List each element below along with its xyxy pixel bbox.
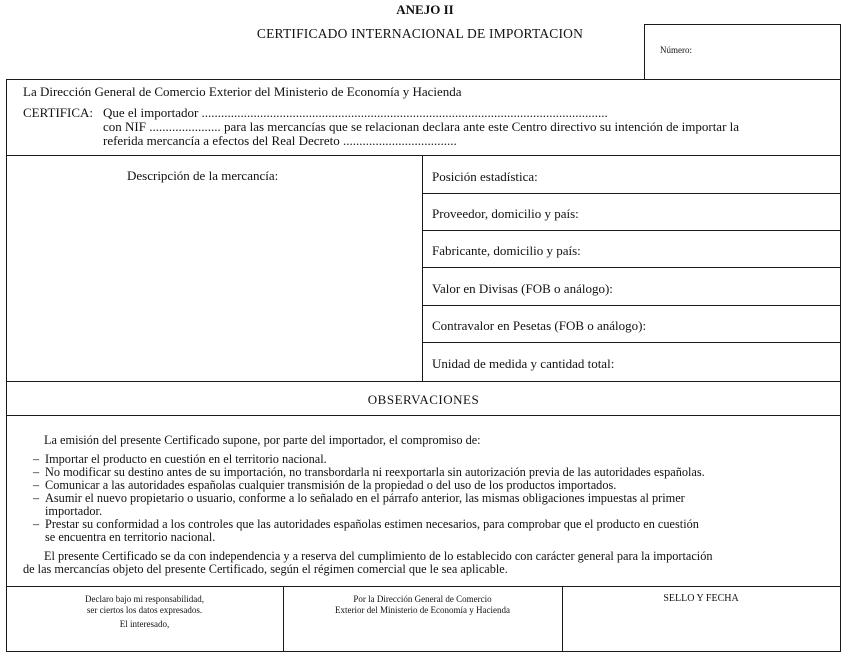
field-statistical-position: Posición estadística:	[432, 169, 538, 184]
field-rule-5	[422, 342, 841, 343]
certify-importer-line: Que el importador .............................................................................................................................	[103, 105, 608, 120]
certify-decree-line: referida mercancía a efectos del Real Decreto ...................................	[103, 133, 457, 148]
frame-top	[6, 79, 841, 80]
goods-divider	[422, 155, 423, 381]
observations-closing-line2: de las mercancías objeto del presente Certificado, según el régimen comercial que le sea aplicable.	[23, 562, 508, 576]
field-manufacturer: Fabricante, domicilio y país:	[432, 243, 581, 258]
certify-nif-line: con NIF ...................... para las mercancías que se relacionan declara ante este Centro directivo su intención de importar la	[103, 119, 740, 134]
number-box-right	[840, 24, 841, 80]
annex-title: ANEJO II	[396, 2, 454, 17]
goods-top-rule	[6, 155, 841, 156]
observation-text: No modificar su destino antes de su importación, no transbordarla ni reexportarla sin autorización previa de las autoridades españolas.	[45, 465, 705, 479]
footer-top-rule	[6, 586, 841, 587]
dash-bullet: –	[33, 491, 40, 505]
field-supplier: Proveedor, domicilio y país:	[432, 206, 579, 221]
authority-line1: Por la Dirección General de Comercio	[353, 594, 492, 604]
authority-line2: Exterior del Ministerio de Economía y Hacienda	[335, 605, 510, 615]
footer-declaration	[6, 594, 283, 630]
field-peseta-value: Contravalor en Pesetas (FOB o análogo):	[432, 318, 647, 333]
field-currency-value: Valor en Divisas (FOB o análogo):	[432, 281, 613, 296]
dash-bullet: –	[33, 452, 40, 466]
certify-authority: La Dirección General de Comercio Exterior del Ministerio de Economía y Hacienda	[23, 84, 462, 99]
observations-heading: OBSERVACIONES	[367, 392, 480, 407]
dash-bullet: –	[33, 465, 40, 479]
frame-bottom	[6, 651, 841, 652]
declaration-line3: El interesado,	[119, 619, 170, 629]
observation-item	[33, 518, 833, 544]
number-label: Número:	[660, 45, 692, 55]
footer-authority	[283, 594, 562, 616]
certify-label: CERTIFICA:	[23, 105, 94, 120]
dash-bullet: –	[33, 478, 40, 492]
field-rule-1	[422, 193, 841, 194]
observation-text-continued: importador.	[45, 504, 103, 518]
observations-top-rule	[6, 381, 841, 382]
field-rule-3	[422, 267, 841, 268]
observations-list	[33, 453, 833, 544]
observations-heading-rule	[6, 415, 841, 416]
observation-text: Importar el producto en cuestión en el territorio nacional.	[45, 452, 327, 466]
frame-left	[6, 79, 7, 652]
number-box-top	[644, 24, 841, 25]
field-unit-quantity: Unidad de medida y cantidad total:	[432, 356, 615, 371]
frame-right	[840, 79, 841, 652]
declaration-line2: ser ciertos los datos expresados.	[86, 605, 203, 615]
observation-item	[33, 492, 833, 518]
observation-text: Prestar su conformidad a los controles que las autoridades españolas estimen necesarios, para comprobar que el producto en cuestión	[45, 517, 699, 531]
observation-text: Comunicar a las autoridades españolas cualquier transmisión de la propiedad o del uso de los productos importados.	[45, 478, 617, 492]
observation-text-continued: se encuentra en territorio nacional.	[45, 530, 216, 544]
observations-closing-line1: El presente Certificado se da con independencia y a reserva del cumplimiento de lo establecido con carácter general para la importación	[44, 549, 713, 563]
observation-text: Asumir el nuevo propietario o usuario, conforme a lo señalado en el párrafo anterior, las mismas obligaciones impuestas al primer	[45, 491, 685, 505]
field-rule-2	[422, 230, 841, 231]
dash-bullet: –	[33, 517, 40, 531]
certificate-title: CERTIFICADO INTERNACIONAL DE IMPORTACION	[256, 26, 584, 41]
number-box-left	[644, 24, 645, 80]
field-rule-4	[422, 305, 841, 306]
declaration-line1: Declaro bajo mi responsabilidad,	[85, 594, 204, 604]
footer-seal-date: SELLO Y FECHA	[663, 593, 739, 604]
goods-description-label: Descripción de la mercancía:	[127, 168, 279, 183]
observations-intro: La emisión del presente Certificado supone, por parte del importador, el compromiso de:	[44, 433, 481, 447]
